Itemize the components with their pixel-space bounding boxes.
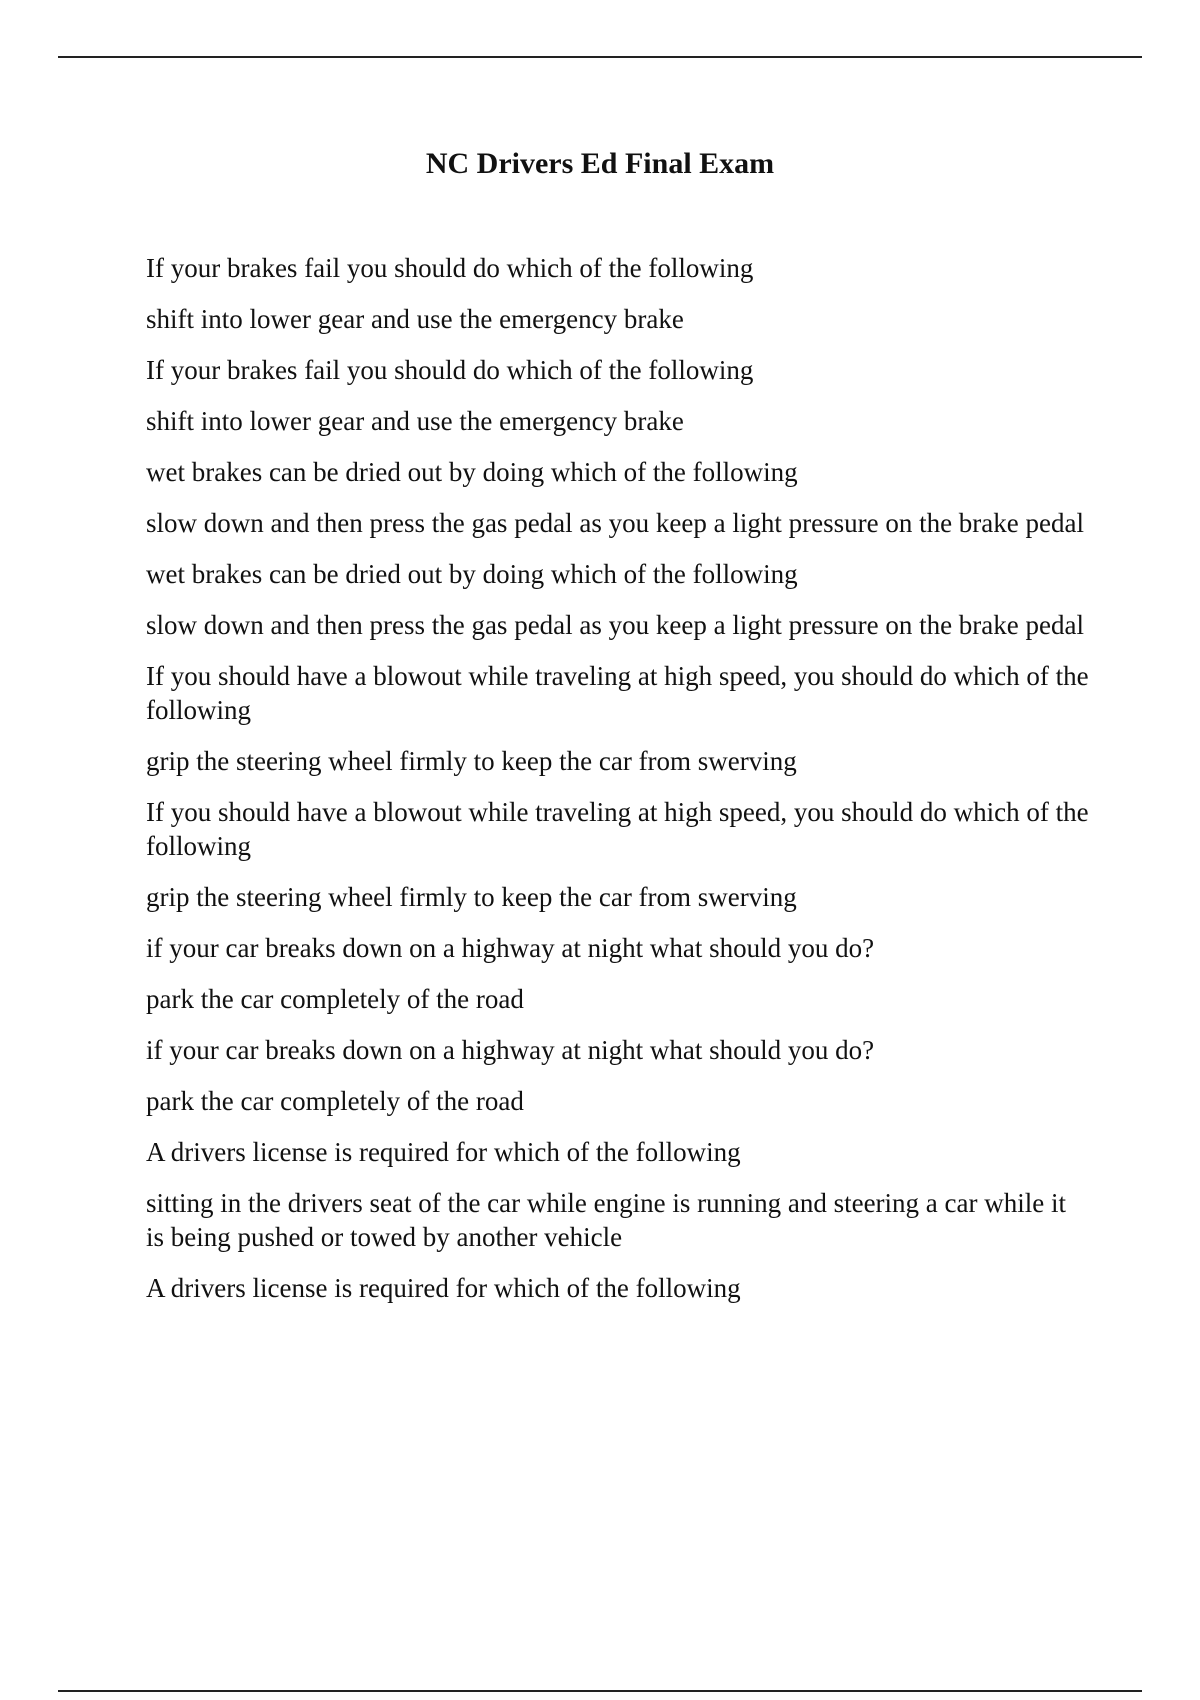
question-line: wet brakes can be dried out by doing which of the following bbox=[146, 457, 798, 487]
question-line: If your brakes fail you should do which of the following bbox=[146, 253, 754, 283]
answer-line: grip the steering wheel firmly to keep the car from swerving bbox=[146, 882, 797, 912]
document-body bbox=[146, 251, 1090, 1322]
answer-line: slow down and then press the gas pedal as you keep a light pressure on the brake pedal bbox=[146, 508, 1084, 538]
answer-line: slow down and then press the gas pedal as you keep a light pressure on the brake pedal bbox=[146, 610, 1084, 640]
question-line: A drivers license is required for which of the following bbox=[146, 1137, 741, 1167]
answer-line: shift into lower gear and use the emergency brake bbox=[146, 406, 684, 436]
answer-line: park the car completely of the road bbox=[146, 984, 524, 1014]
question-line: If you should have a blowout while traveling at high speed, you should do which of the following bbox=[146, 661, 1089, 725]
question-line: wet brakes can be dried out by doing which of the following bbox=[146, 559, 798, 589]
bottom-rule bbox=[58, 1690, 1142, 1692]
question-line: A drivers license is required for which of the following bbox=[146, 1273, 741, 1303]
question-line: if your car breaks down on a highway at night what should you do? bbox=[146, 1035, 875, 1065]
answer-line: sitting in the drivers seat of the car while engine is running and steering a car while it is being pushed or towed by another vehicle bbox=[146, 1188, 1066, 1252]
page-title: NC Drivers Ed Final Exam bbox=[425, 147, 775, 180]
question-line: if your car breaks down on a highway at night what should you do? bbox=[146, 933, 875, 963]
top-rule bbox=[58, 56, 1142, 58]
question-line: If your brakes fail you should do which of the following bbox=[146, 355, 754, 385]
answer-line: grip the steering wheel firmly to keep the car from swerving bbox=[146, 746, 797, 776]
answer-line: park the car completely of the road bbox=[146, 1086, 524, 1116]
question-line: If you should have a blowout while traveling at high speed, you should do which of the following bbox=[146, 797, 1089, 861]
answer-line: shift into lower gear and use the emergency brake bbox=[146, 304, 684, 334]
